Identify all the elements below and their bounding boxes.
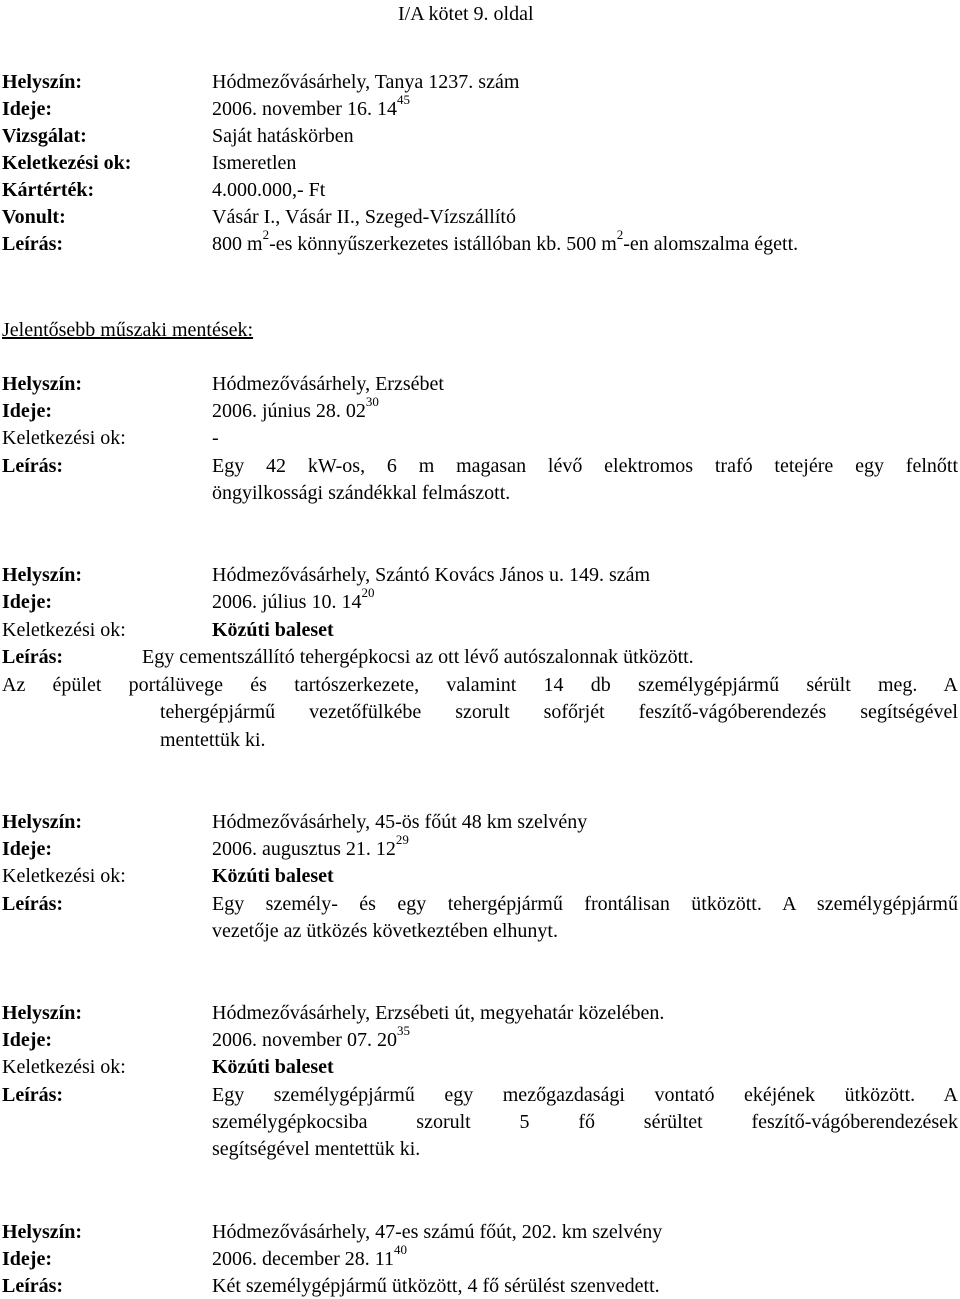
label-ideje: Ideje: bbox=[2, 1248, 52, 1270]
r2-desc-line-1: Egy cementszállító tehergépkocsi az ott lévő autószalonnak ütközött. bbox=[142, 646, 694, 668]
label-leiras: Leírás: bbox=[2, 646, 64, 668]
r2-location: Hódmezővásárhely, Szántó Kovács János u. 149. szám bbox=[212, 564, 651, 586]
r4-cause: Közúti baleset bbox=[212, 1056, 334, 1078]
page-header: I/A kötet 9. oldal bbox=[398, 3, 534, 25]
fire-desc-part: -es könnyűszerkezetes istállóban kb. 500 m bbox=[269, 233, 617, 255]
label-helyszin: Helyszín: bbox=[2, 1221, 82, 1243]
fire-description bbox=[212, 227, 799, 256]
label-keletkezesi: Keletkezési ok: bbox=[2, 427, 126, 449]
fire-damage: 4.000.000,- Ft bbox=[212, 179, 326, 201]
r1-cause: - bbox=[212, 427, 219, 449]
fire-time bbox=[212, 92, 410, 121]
r1-time-text: 2006. június 28. 02 bbox=[212, 400, 366, 422]
section-title: Jelentősebb műszaki mentések: bbox=[2, 319, 254, 341]
r1-time-minutes: 30 bbox=[365, 394, 379, 410]
r4-time bbox=[212, 1023, 410, 1052]
r4-location: Hódmezővásárhely, Erzsébeti út, megyehatár közelében. bbox=[212, 1002, 665, 1024]
r4-desc-line-3: segítségével mentettük ki. bbox=[212, 1138, 421, 1160]
r3-time-minutes: 29 bbox=[395, 832, 409, 848]
r1-desc-line-1: Egy 42 kW-os, 6 m magasan lévő elektromos trafó tetejére egy felnőtt bbox=[212, 455, 958, 477]
r3-cause: Közúti baleset bbox=[212, 865, 334, 887]
label-leiras: Leírás: bbox=[2, 893, 64, 915]
r5-description: Két személygépjármű ütközött, 4 fő sérülést szenvedett. bbox=[212, 1275, 660, 1297]
fire-cause: Ismeretlen bbox=[212, 152, 297, 174]
r4-desc-line-1: Egy személygépjármű egy mezőgazdasági vontató ekéjének ütközött. A bbox=[212, 1084, 958, 1106]
fire-units: Vásár I., Vásár II., Szeged-Vízszállító bbox=[212, 206, 516, 228]
r4-time-minutes: 35 bbox=[396, 1023, 410, 1039]
r1-time bbox=[212, 394, 379, 423]
r2-time bbox=[212, 585, 375, 614]
label-helyszin: Helyszín: bbox=[2, 811, 82, 833]
r3-desc-line-2: vezetője az ütközés következtében elhunyt. bbox=[212, 920, 558, 942]
r3-location: Hódmezővásárhely, 45-ös főút 48 km szelvény bbox=[212, 811, 588, 833]
r2-desc-line-2: Az épület portálüvege és tartószerkezete, valamint 14 db személygépjármű sérült meg. A bbox=[2, 674, 958, 696]
r2-cause: Közúti baleset bbox=[212, 619, 334, 641]
r1-desc-line-2: öngyilkossági szándékkal felmászott. bbox=[212, 482, 511, 504]
label-vizsgalat: Vizsgálat: bbox=[2, 125, 87, 147]
fire-location: Hódmezővásárhely, Tanya 1237. szám bbox=[212, 71, 520, 93]
label-helyszin: Helyszín: bbox=[2, 71, 82, 93]
r3-desc-line-1: Egy személy- és egy tehergépjármű frontálisan ütközött. A személygépjármű bbox=[212, 893, 958, 915]
label-helyszin: Helyszín: bbox=[2, 1002, 82, 1024]
label-leiras: Leírás: bbox=[2, 1275, 64, 1297]
r4-desc-line-2: személygépkocsiba szorult 5 fő sérültet feszítő-vágóberendezések bbox=[212, 1111, 958, 1133]
label-ideje: Ideje: bbox=[2, 400, 52, 422]
fire-desc-part: 800 m bbox=[212, 233, 263, 255]
label-karertek: Kártérték: bbox=[2, 179, 95, 201]
r3-time-text: 2006. augusztus 21. 12 bbox=[212, 838, 396, 860]
fire-investigation: Saját hatáskörben bbox=[212, 125, 354, 147]
fire-desc-part: -en alomszalma égett. bbox=[623, 233, 799, 255]
label-keletkezesi: Keletkezési ok: bbox=[2, 865, 126, 887]
r5-location: Hódmezővásárhely, 47-es számú főút, 202. km szelvény bbox=[212, 1221, 663, 1243]
label-helyszin: Helyszín: bbox=[2, 373, 82, 395]
r2-desc-line-4: mentettük ki. bbox=[160, 729, 266, 751]
r5-time-text: 2006. december 28. 11 bbox=[212, 1248, 394, 1270]
label-keletkezesi: Keletkezési ok: bbox=[2, 1056, 126, 1078]
label-keletkezesi: Keletkezési ok: bbox=[2, 619, 126, 641]
label-ideje: Ideje: bbox=[2, 1029, 52, 1051]
label-leiras: Leírás: bbox=[2, 233, 64, 255]
label-leiras: Leírás: bbox=[2, 1084, 64, 1106]
label-helyszin: Helyszín: bbox=[2, 564, 82, 586]
r2-time-text: 2006. július 10. 14 bbox=[212, 591, 362, 613]
r4-time-text: 2006. november 07. 20 bbox=[212, 1029, 397, 1051]
label-leiras: Leírás: bbox=[2, 455, 64, 477]
fire-desc-sup: 2 bbox=[262, 227, 270, 243]
r2-desc-line-3: tehergépjármű vezetőfülkébe szorult sofőrjét feszítő-vágóberendezés segítségével bbox=[160, 701, 958, 723]
label-vonult: Vonult: bbox=[2, 206, 66, 228]
fire-desc-sup: 2 bbox=[616, 227, 624, 243]
r5-time-minutes: 40 bbox=[393, 1242, 407, 1258]
r2-time-minutes: 20 bbox=[361, 585, 375, 601]
label-ideje: Ideje: bbox=[2, 591, 52, 613]
label-ideje: Ideje: bbox=[2, 838, 52, 860]
label-keletkezesi: Keletkezési ok: bbox=[2, 152, 132, 174]
fire-time-text: 2006. november 16. 14 bbox=[212, 98, 397, 120]
label-ideje: Ideje: bbox=[2, 98, 52, 120]
r3-time bbox=[212, 832, 409, 861]
fire-time-minutes: 45 bbox=[396, 92, 410, 108]
r5-time bbox=[212, 1242, 407, 1271]
r1-location: Hódmezővásárhely, Erzsébet bbox=[212, 373, 444, 395]
